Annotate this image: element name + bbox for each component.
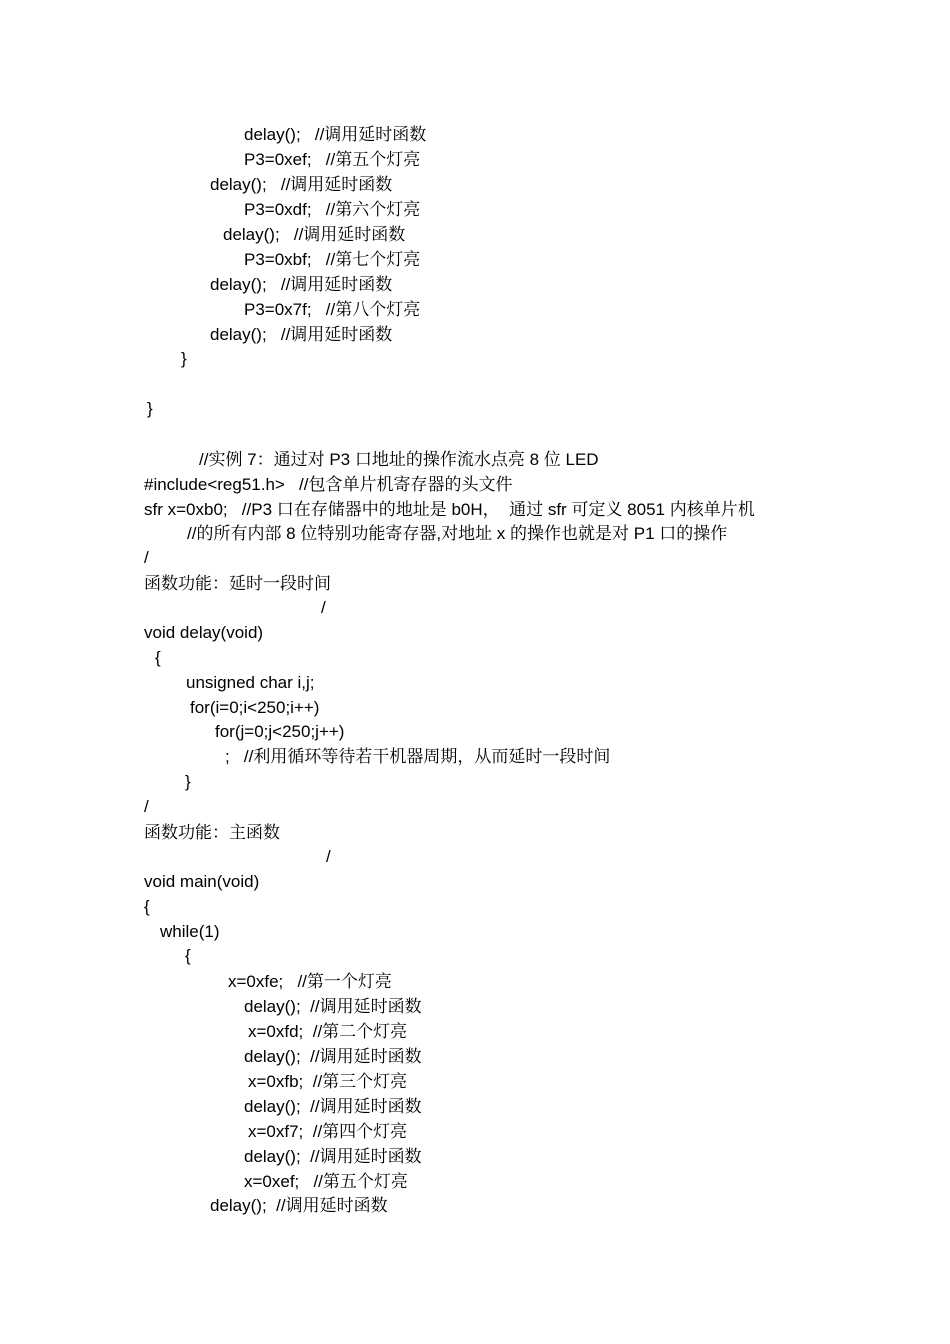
code-line: 函数功能：延时一段时间 (144, 574, 331, 593)
code-line: / (321, 598, 326, 617)
code-line: } (185, 772, 191, 791)
code-line: x=0xfe; //第一个灯亮 (228, 972, 392, 991)
code-line: sfr x=0xb0; //P3 口在存储器中的地址是 b0H， 通过 sfr 可定义 8051 内核单片机 (144, 500, 755, 519)
code-line: { (144, 897, 150, 916)
code-line: / (326, 847, 331, 866)
code-line: #include<reg51.h> //包含单片机寄存器的头文件 (144, 475, 513, 494)
code-line: / (144, 548, 149, 567)
code-line: delay(); //调用延时函数 (244, 1097, 422, 1116)
code-line: { (155, 648, 161, 667)
code-line: P3=0xef; //第五个灯亮 (244, 150, 421, 169)
code-line: x=0xf7; //第四个灯亮 (248, 1122, 408, 1141)
code-line: delay(); //调用延时函数 (210, 275, 393, 294)
code-line: 函数功能：主函数 (144, 823, 280, 842)
code-line: P3=0xdf; //第六个灯亮 (244, 200, 421, 219)
code-line: //的所有内部 8 位特别功能寄存器,对地址 x 的操作也就是对 P1 口的操作 (187, 524, 728, 543)
code-line: delay(); //调用延时函数 (244, 997, 422, 1016)
code-line: } (181, 349, 187, 368)
section-heading: //实例 7：通过对 P3 口地址的操作流水点亮 8 位 LED (199, 450, 599, 469)
code-line: delay(); //调用延时函数 (210, 175, 393, 194)
code-line: P3=0xbf; //第七个灯亮 (244, 250, 421, 269)
code-line: delay(); //调用延时函数 (223, 225, 406, 244)
code-line: delay(); //调用延时函数 (244, 1047, 422, 1066)
code-line: delay(); //调用延时函数 (210, 325, 393, 344)
code-line: { (185, 946, 191, 965)
code-line: for(j=0;j<250;j++) (215, 722, 345, 741)
code-line: / (144, 797, 149, 816)
code-line: void delay(void) (144, 623, 264, 642)
code-line: P3=0x7f; //第八个灯亮 (244, 300, 421, 319)
code-line: } (147, 399, 153, 418)
code-line: delay(); //调用延时函数 (210, 1196, 388, 1215)
code-line: delay(); //调用延时函数 (244, 125, 427, 144)
code-line: x=0xfd; //第二个灯亮 (248, 1022, 408, 1041)
code-line: x=0xfb; //第三个灯亮 (248, 1072, 408, 1091)
code-line: unsigned char i,j; (186, 673, 315, 692)
code-line: ; //利用循环等待若干机器周期，从而延时一段时间 (225, 747, 611, 766)
code-line: delay(); //调用延时函数 (244, 1147, 422, 1166)
code-line: x=0xef; //第五个灯亮 (244, 1172, 408, 1191)
code-line: while(1) (160, 922, 220, 941)
code-line: for(i=0;i<250;i++) (190, 698, 320, 717)
code-line: void main(void) (144, 872, 260, 891)
